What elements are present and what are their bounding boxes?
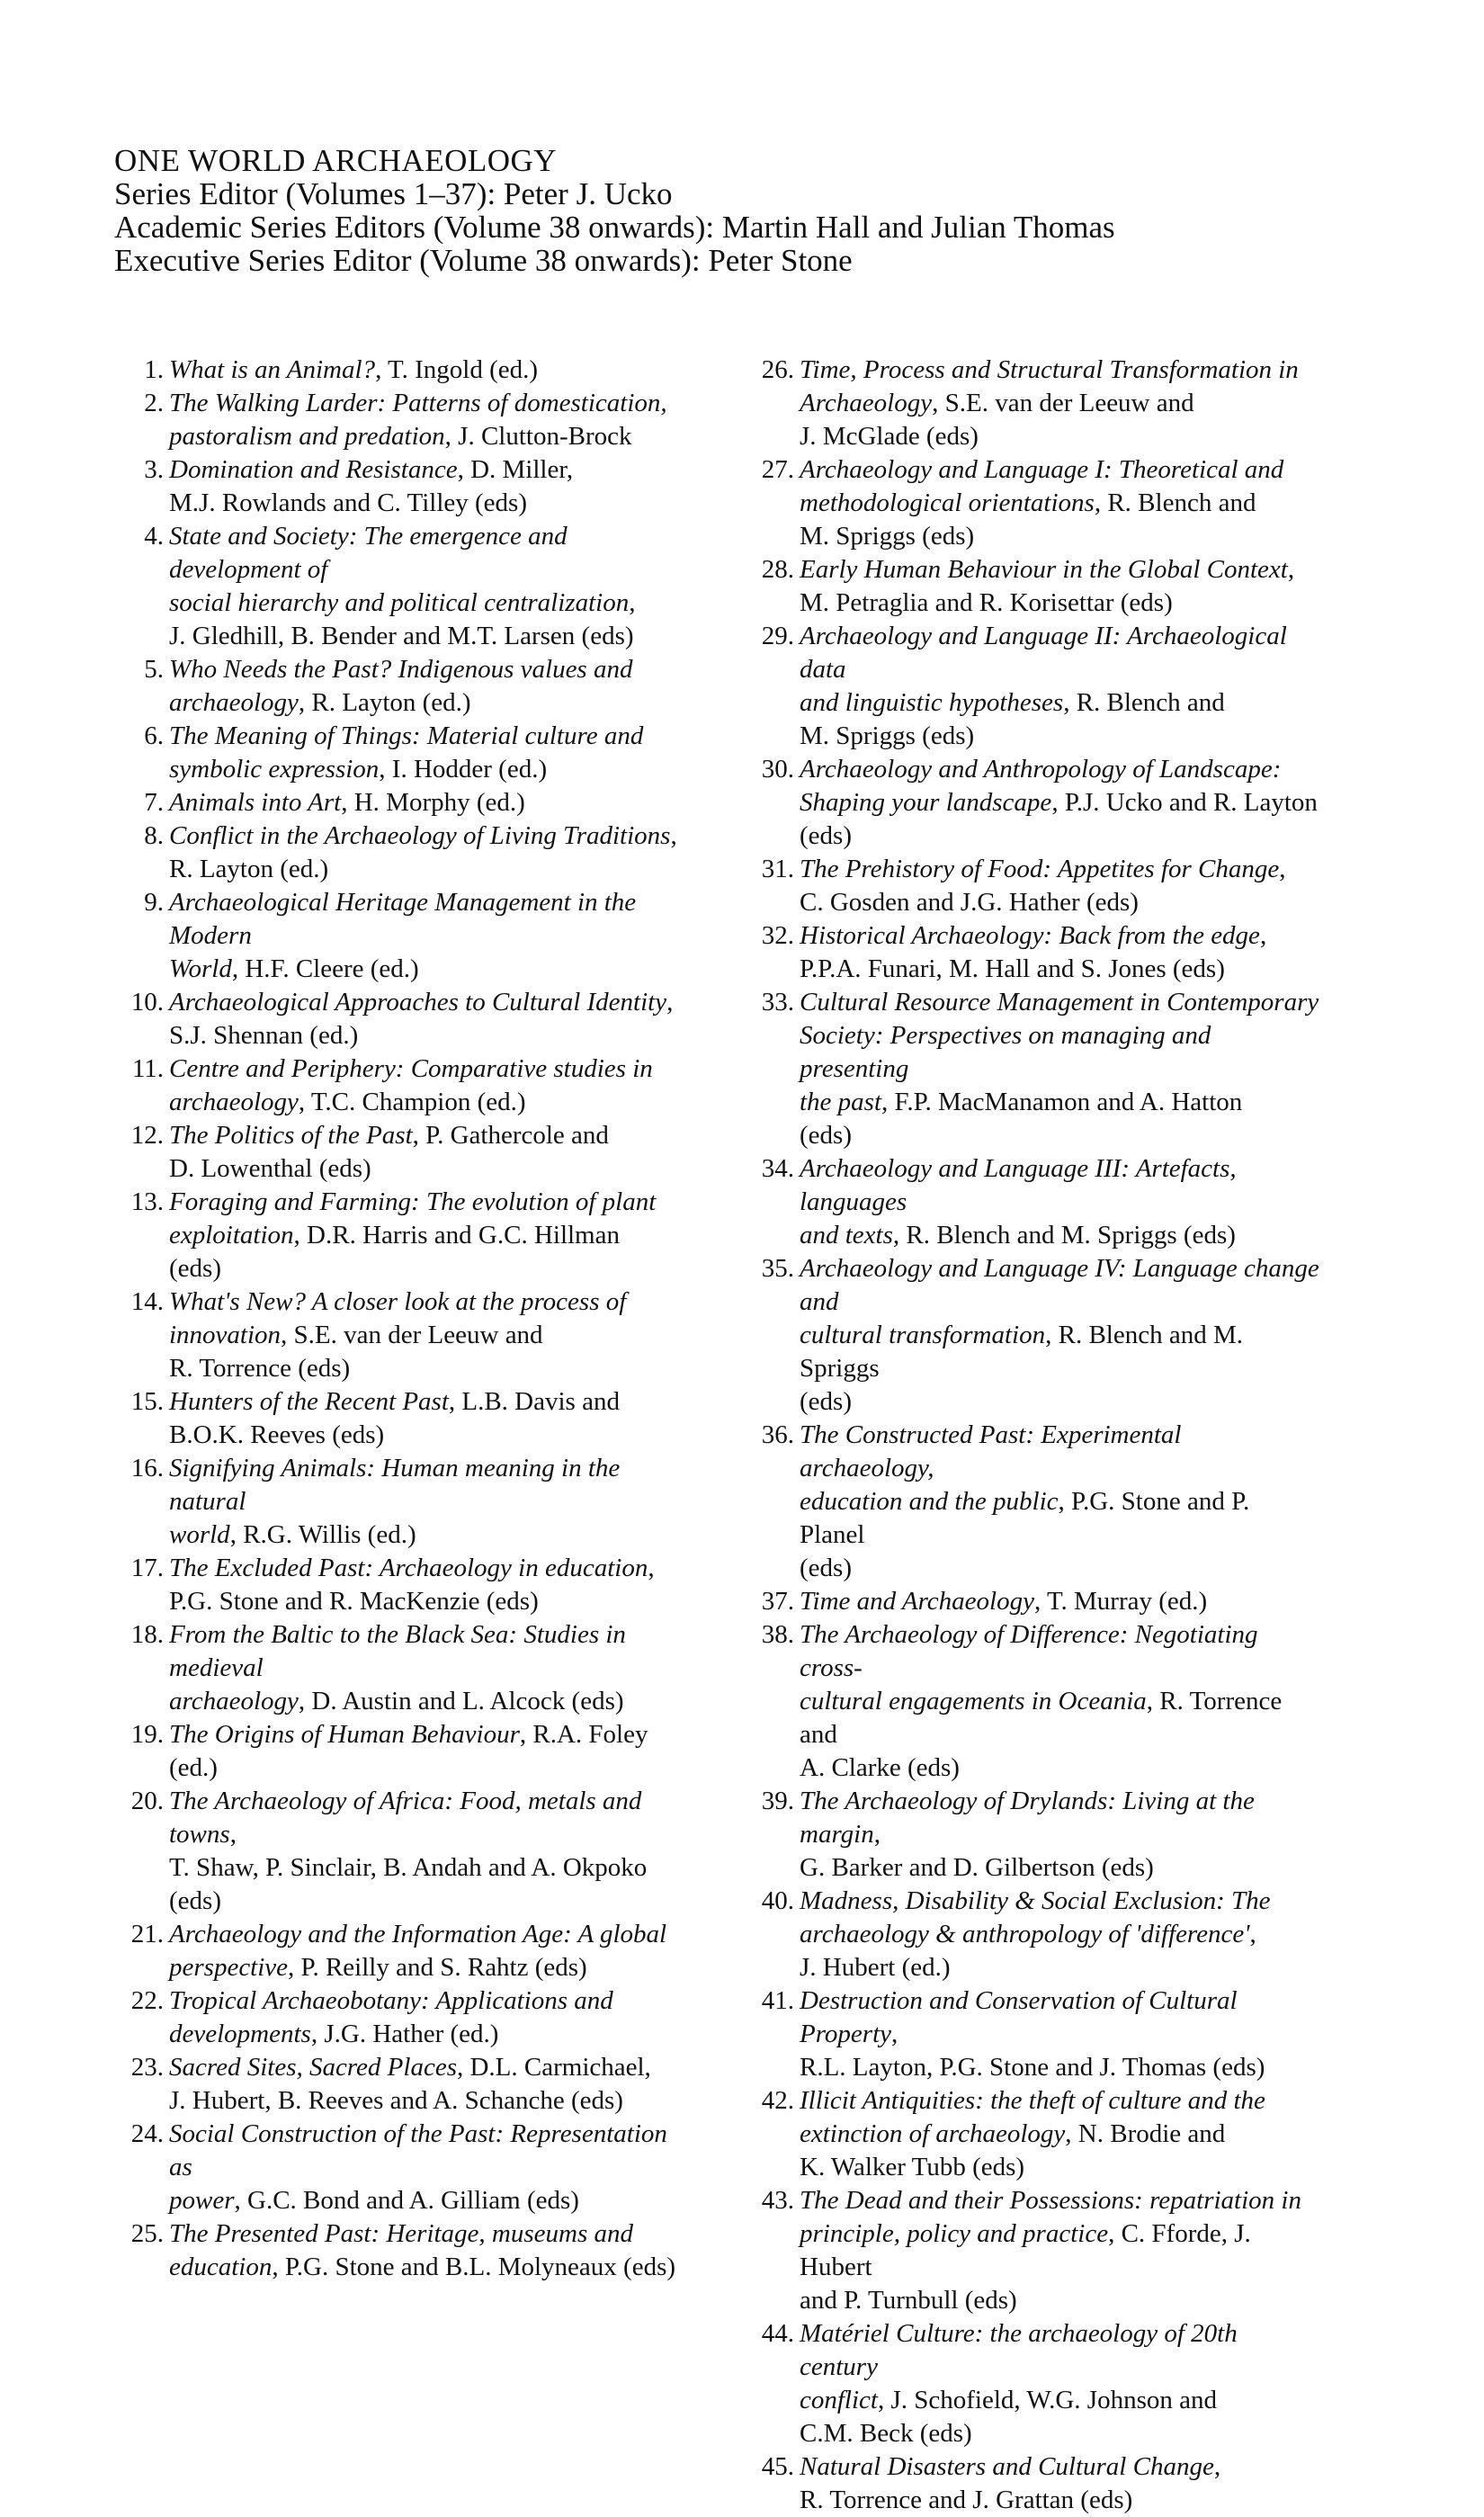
volume-editors: , C. Gosden and J.G. Hather (eds) xyxy=(800,855,1286,917)
volume-editors: , R.G. Willis (ed.) xyxy=(229,1520,416,1549)
volume-number: 39. xyxy=(761,1787,794,1815)
volume-number: 41. xyxy=(761,1986,794,2015)
volume-editors: , H.F. Cleere (ed.) xyxy=(231,954,419,983)
volume-editors: , P.J. Ucko and R. Layton (eds) xyxy=(800,788,1318,850)
volume-entry xyxy=(114,453,690,520)
volume-number: 24. xyxy=(130,2119,164,2148)
volume-number: 38. xyxy=(761,1620,794,1649)
volume-entry xyxy=(745,753,1320,853)
volume-number: 45. xyxy=(761,2452,794,2481)
volume-entry xyxy=(114,1119,690,1186)
volume-citation xyxy=(800,753,1320,853)
volume-title: Madness, Disability & Social Exclusion: The archaeology & anthropology of 'difference' xyxy=(800,1886,1271,1948)
volume-number: 37. xyxy=(761,1587,794,1616)
volume-entry xyxy=(114,1052,690,1119)
volume-entry xyxy=(745,2184,1320,2317)
volume-citation xyxy=(169,1452,690,1552)
volume-citation xyxy=(800,2084,1320,2184)
volume-citation xyxy=(800,919,1320,986)
volume-entry xyxy=(114,1984,690,2051)
volume-title: Archaeological Heritage Management in the Modern World xyxy=(169,888,637,983)
volume-number: 16. xyxy=(130,1454,164,1482)
volume-editors: , S.E. van der Leeuw and J. McGlade (eds) xyxy=(800,389,1194,451)
volume-editors: , N. Brodie and K. Walker Tubb (eds) xyxy=(800,2119,1226,2181)
volume-entry xyxy=(745,919,1320,986)
volume-number: 30. xyxy=(761,755,794,784)
volume-entry xyxy=(745,553,1320,620)
volume-title: Domination and Resistance xyxy=(169,455,458,484)
volume-entry xyxy=(745,1984,1320,2084)
volume-citation xyxy=(800,1785,1320,1885)
volume-number: 19. xyxy=(130,1720,164,1749)
volume-entry xyxy=(114,1552,690,1618)
volume-list-left xyxy=(114,354,690,2284)
volume-editors: , T. Ingold (ed.) xyxy=(375,355,539,384)
volume-number: 3. xyxy=(144,455,164,484)
volume-entry xyxy=(745,986,1320,1152)
volume-editors: , P.G. Stone and B.L. Molyneaux (eds) xyxy=(272,2253,676,2281)
volume-title: Early Human Behaviour in the Global Context xyxy=(800,555,1288,584)
volume-entry xyxy=(745,2450,1320,2517)
volume-entry xyxy=(745,1618,1320,1785)
volume-editors: , P. Reilly and S. Rahtz (eds) xyxy=(288,1953,587,1982)
volume-number: 34. xyxy=(761,1154,794,1183)
volume-number: 7. xyxy=(144,788,164,817)
executive-series-editor: Executive Series Editor (Volume 38 onwards): Peter Stone xyxy=(114,243,853,278)
volume-entry xyxy=(114,886,690,986)
volume-citation xyxy=(169,520,690,653)
volume-number: 21. xyxy=(130,1920,164,1948)
volume-editors: , R. Blench and M. Spriggs (eds) xyxy=(800,688,1225,750)
volume-editors: , S.E. van der Leeuw and R. Torrence (eds) xyxy=(169,1321,543,1383)
volume-editors: , H. Morphy (ed.) xyxy=(341,788,525,817)
series-editor: Series Editor (Volumes 1–37): Peter J. Ucko xyxy=(114,176,673,211)
volume-number: 4. xyxy=(144,522,164,551)
volume-editors: , J.G. Hather (ed.) xyxy=(310,2020,499,2048)
volume-title: Archaeology and the Information Age: A global perspective xyxy=(169,1920,667,1982)
volume-citation xyxy=(800,1585,1320,1618)
volume-entry xyxy=(114,2051,690,2118)
volume-editors: , T. Shaw, P. Sinclair, B. Andah and A. Okpoko (eds) xyxy=(169,1820,648,1915)
volume-citation xyxy=(169,653,690,720)
volume-citation xyxy=(169,1552,690,1618)
volume-list-right xyxy=(745,354,1320,2517)
volume-title: Centre and Periphery: Comparative studies in archaeology xyxy=(169,1054,653,1116)
volume-citation xyxy=(800,620,1320,753)
volume-title: Archaeology and Language III: Artefacts, languages and texts xyxy=(800,1154,1237,1250)
volume-title: Cultural Resource Management in Contemporary Society: Perspectives on managing and presenting the past xyxy=(800,988,1319,1116)
volume-citation xyxy=(169,1918,690,1984)
volume-number: 29. xyxy=(761,622,794,650)
volume-citation xyxy=(169,720,690,786)
volume-number: 10. xyxy=(130,988,164,1017)
series-header xyxy=(114,144,1391,277)
volume-number: 28. xyxy=(761,555,794,584)
volume-number: 9. xyxy=(144,888,164,917)
volume-title: Animals into Art xyxy=(169,788,342,817)
volume-title: Who Needs the Past? Indigenous values and archaeology xyxy=(169,655,633,717)
volume-citation xyxy=(800,553,1320,620)
volume-title: Archaeological Approaches to Cultural Identity xyxy=(169,988,667,1017)
volume-citation xyxy=(169,986,690,1052)
volume-citation xyxy=(169,2051,690,2118)
volume-title: Time and Archaeology xyxy=(800,1587,1034,1616)
volume-entry xyxy=(745,354,1320,453)
volume-entry xyxy=(114,786,690,820)
volume-title: Illicit Antiquities: the theft of culture and the extinction of archaeology xyxy=(800,2086,1265,2148)
volume-editors: , R. Blench and M. Spriggs (eds) xyxy=(800,488,1256,551)
series-title: ONE WORLD ARCHAEOLOGY xyxy=(114,143,558,178)
volume-entry xyxy=(745,1252,1320,1419)
volume-entry xyxy=(745,620,1320,753)
volume-number: 40. xyxy=(761,1886,794,1915)
volume-title: Sacred Sites, Sacred Places xyxy=(169,2053,457,2082)
volume-title: Time, Process and Structural Transformation in Archaeology xyxy=(800,355,1299,417)
volume-citation xyxy=(800,1419,1320,1585)
volume-title: What is an Animal? xyxy=(169,355,376,384)
volume-entry xyxy=(114,1186,690,1285)
volume-editors: , D.R. Harris and G.C. Hillman (eds) xyxy=(169,1221,620,1283)
volume-number: 25. xyxy=(130,2219,164,2248)
volume-citation xyxy=(169,1052,690,1119)
volume-citation xyxy=(169,820,690,886)
volume-citation xyxy=(800,453,1320,553)
volume-editors: , R. Torrence and A. Clarke (eds) xyxy=(800,1687,1283,1782)
volume-number: 20. xyxy=(130,1787,164,1815)
volume-editors: , G. Barker and D. Gilbertson (eds) xyxy=(800,1820,1154,1882)
volume-entry xyxy=(114,1918,690,1984)
volume-editors: , R. Layton (ed.) xyxy=(169,821,677,883)
volume-citation xyxy=(169,387,690,453)
volume-number: 12. xyxy=(130,1121,164,1150)
volume-number: 31. xyxy=(761,855,794,883)
volume-title: The Excluded Past: Archaeology in education xyxy=(169,1554,648,1582)
volume-editors: , D. Miller, M.J. Rowlands and C. Tilley (eds) xyxy=(169,455,574,517)
volume-citation xyxy=(169,1119,690,1186)
volume-number: 18. xyxy=(130,1620,164,1649)
volume-citation xyxy=(800,853,1320,919)
volume-entry xyxy=(114,1285,690,1385)
volume-title: The Archaeology of Africa: Food, metals and towns xyxy=(169,1787,642,1849)
volume-title: Social Construction of the Past: Representation as power xyxy=(169,2119,667,2215)
volume-title: Archaeology and Language IV: Language change and cultural transformation xyxy=(800,1254,1319,1349)
volume-number: 44. xyxy=(761,2319,794,2348)
volume-editors: , T. Murray (ed.) xyxy=(1033,1587,1208,1616)
volume-number: 27. xyxy=(761,455,794,484)
volume-entry xyxy=(745,853,1320,919)
volume-editors: , S.J. Shennan (ed.) xyxy=(169,988,674,1050)
volume-title: Tropical Archaeobotany: Applications and developments xyxy=(169,1986,613,2048)
volume-entry xyxy=(114,354,690,387)
volume-citation xyxy=(169,2217,690,2284)
volume-citation xyxy=(800,1252,1320,1419)
volume-entry xyxy=(114,1452,690,1552)
volume-citation xyxy=(169,1618,690,1718)
volume-citation xyxy=(169,2118,690,2217)
volume-editors: , R. Torrence and J. Grattan (eds) xyxy=(800,2452,1221,2514)
volume-number: 26. xyxy=(761,355,794,384)
volume-editors: , R. Blench and M. Spriggs (eds) xyxy=(800,1321,1244,1416)
volume-number: 2. xyxy=(144,389,164,417)
volume-entry xyxy=(745,1785,1320,1885)
volume-editors: , P. Gathercole and D. Lowenthal (eds) xyxy=(169,1121,609,1183)
volume-title: The Dead and their Possessions: repatriation in principle, policy and practice xyxy=(800,2186,1301,2248)
volume-entry xyxy=(114,1718,690,1785)
volume-title: Signifying Animals: Human meaning in the natural world xyxy=(169,1454,621,1549)
volume-number: 17. xyxy=(130,1554,164,1582)
volume-entry xyxy=(745,1585,1320,1618)
volume-title: Hunters of the Recent Past xyxy=(169,1387,449,1416)
volume-citation xyxy=(800,2450,1320,2517)
volume-title: What's New? A closer look at the process of innovation xyxy=(169,1287,627,1349)
volume-number: 11. xyxy=(131,1054,164,1083)
volume-editors: , P.P.A. Funari, M. Hall and S. Jones (eds) xyxy=(800,921,1267,983)
volume-title: The Prehistory of Food: Appetites for Change xyxy=(800,855,1280,883)
volume-number: 5. xyxy=(144,655,164,684)
volume-number: 22. xyxy=(130,1986,164,2015)
volume-number: 13. xyxy=(130,1187,164,1216)
volume-number: 36. xyxy=(761,1420,794,1449)
volume-editors: , R.A. Foley (ed.) xyxy=(169,1720,648,1782)
volume-number: 8. xyxy=(144,821,164,850)
volume-editors: , R. Layton (ed.) xyxy=(298,688,471,717)
volume-number: 23. xyxy=(130,2053,164,2082)
volume-title: Archaeology and Anthropology of Landscape: Shaping your landscape xyxy=(800,755,1282,817)
volume-entry xyxy=(745,1419,1320,1585)
volume-title: Natural Disasters and Cultural Change xyxy=(800,2452,1214,2481)
volume-entry xyxy=(745,453,1320,553)
volume-editors: , P.G. Stone and P. Planel (eds) xyxy=(800,1487,1250,1582)
volume-title: The Archaeology of Difference: Negotiating cross- cultural engagements in Oceania xyxy=(800,1620,1258,1715)
volume-number: 15. xyxy=(130,1387,164,1416)
volume-citation xyxy=(800,2317,1320,2450)
volume-title: The Presented Past: Heritage, museums and education xyxy=(169,2219,634,2281)
volume-title: Archaeology and Language I: Theoretical and methodological orientations xyxy=(800,455,1284,517)
volume-title: The Politics of the Past xyxy=(169,1121,413,1150)
volume-entry xyxy=(114,986,690,1052)
volume-title: The Walking Larder: Patterns of domestication, pastoralism and predation xyxy=(169,389,667,451)
volume-editors: , R.L. Layton, P.G. Stone and J. Thomas (eds) xyxy=(800,2020,1265,2082)
volume-citation xyxy=(800,1618,1320,1785)
volume-citation xyxy=(800,1152,1320,1252)
volume-citation xyxy=(169,453,690,520)
volume-number: 43. xyxy=(761,2186,794,2215)
volume-editors: , G.C. Bond and A. Gilliam (eds) xyxy=(234,2186,579,2215)
volume-editors: , J. Gledhill, B. Bender and M.T. Larsen (eds) xyxy=(169,588,636,650)
volume-editors: , F.P. MacManamon and A. Hatton (eds) xyxy=(800,1088,1243,1150)
volume-title: The Archaeology of Drylands: Living at the margin xyxy=(800,1787,1255,1849)
volume-editors: , L.B. Davis and B.O.K. Reeves (eds) xyxy=(169,1387,620,1449)
volume-entry xyxy=(745,1152,1320,1252)
volume-number: 14. xyxy=(130,1287,164,1316)
volume-editors: , M. Petraglia and R. Korisettar (eds) xyxy=(800,555,1295,617)
volume-editors: , D.L. Carmichael, J. Hubert, B. Reeves and A. Schanche (eds) xyxy=(169,2053,651,2115)
volume-entry xyxy=(114,2217,690,2284)
volume-entry xyxy=(114,520,690,653)
volume-citation xyxy=(169,1984,690,2051)
volume-entry xyxy=(745,1885,1320,1984)
volume-citation xyxy=(169,354,690,387)
volume-entry xyxy=(114,720,690,786)
volume-title: The Constructed Past: Experimental archaeology, education and the public xyxy=(800,1420,1182,1516)
volume-number: 35. xyxy=(761,1254,794,1283)
volume-citation xyxy=(169,1186,690,1285)
volume-entry xyxy=(114,387,690,453)
volume-entry xyxy=(114,1785,690,1918)
volume-citation xyxy=(800,354,1320,453)
volume-citation xyxy=(800,2184,1320,2317)
volume-citation xyxy=(800,986,1320,1152)
volume-entry xyxy=(114,1385,690,1452)
volume-title: Destruction and Conservation of Cultural Property xyxy=(800,1986,1238,2048)
volume-citation xyxy=(169,1718,690,1785)
volume-entry xyxy=(114,820,690,886)
volume-editors: , C. Fforde, J. Hubert and P. Turnbull (eds) xyxy=(800,2219,1251,2315)
volume-editors: , P.G. Stone and R. MacKenzie (eds) xyxy=(169,1554,655,1616)
volume-title: The Meaning of Things: Material culture and symbolic expression xyxy=(169,721,644,784)
volume-entry xyxy=(114,1618,690,1718)
academic-series-editors: Academic Series Editors (Volume 38 onwards): Martin Hall and Julian Thomas xyxy=(114,210,1115,245)
volume-citation xyxy=(800,1885,1320,1984)
volume-title: Historical Archaeology: Back from the edge xyxy=(800,921,1260,950)
volume-number: 33. xyxy=(761,988,794,1017)
volume-title: The Origins of Human Behaviour xyxy=(169,1720,520,1749)
volume-citation xyxy=(169,1785,690,1918)
volume-entry xyxy=(745,2084,1320,2184)
volume-entry xyxy=(114,653,690,720)
volume-title: From the Baltic to the Black Sea: Studies in medieval archaeology xyxy=(169,1620,626,1715)
volume-title: Foraging and Farming: The evolution of plant exploitation xyxy=(169,1187,657,1250)
volume-title: Archaeology and Language II: Archaeological data and linguistic hypotheses xyxy=(800,622,1287,717)
volume-citation xyxy=(169,1385,690,1452)
volume-number: 42. xyxy=(761,2086,794,2115)
volume-citation xyxy=(169,786,690,820)
volume-title: State and Society: The emergence and development of social hierarchy and political centralization xyxy=(169,522,630,617)
volume-editors: , J. Clutton-Brock xyxy=(444,422,632,451)
volume-citation xyxy=(169,1285,690,1385)
volume-editors: , R. Blench and M. Spriggs (eds) xyxy=(892,1221,1236,1250)
volume-title: Matériel Culture: the archaeology of 20th century conflict xyxy=(800,2319,1238,2414)
volume-editors: , I. Hodder (ed.) xyxy=(379,755,548,784)
volume-editors: , J. Schofield, W.G. Johnson and C.M. Beck (eds) xyxy=(800,2386,1217,2448)
volume-citation xyxy=(800,1984,1320,2084)
volume-entry xyxy=(114,2118,690,2217)
volume-editors: , T.C. Champion (ed.) xyxy=(298,1088,526,1116)
volume-number: 32. xyxy=(761,921,794,950)
volume-editors: , D. Austin and L. Alcock (eds) xyxy=(298,1687,624,1715)
volume-title: Conflict in the Archaeology of Living Traditions xyxy=(169,821,671,850)
volume-number: 6. xyxy=(144,721,164,750)
volume-editors: , J. Hubert (ed.) xyxy=(800,1920,1256,1982)
volume-number: 1. xyxy=(144,355,164,384)
volume-entry xyxy=(745,2317,1320,2450)
volume-citation xyxy=(169,886,690,986)
